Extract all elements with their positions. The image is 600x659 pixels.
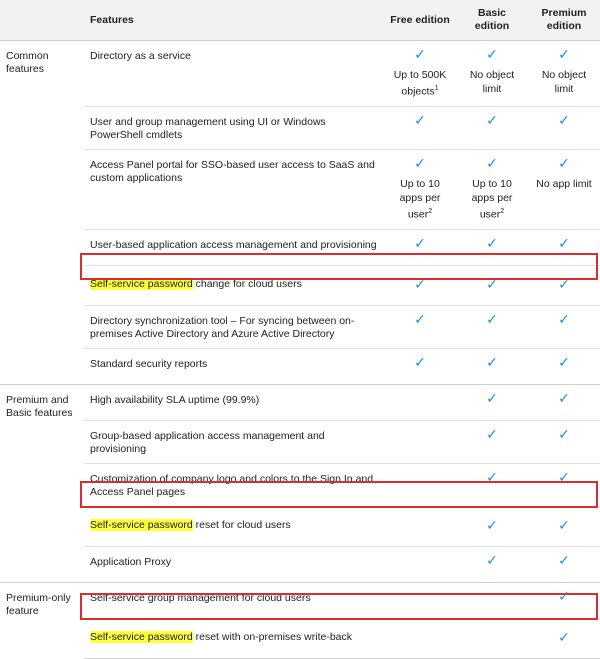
basic-cell: [456, 546, 528, 582]
table-row: [0, 420, 600, 463]
basic-cell: [456, 305, 528, 348]
premium-cell: [528, 41, 600, 107]
group-label-premium-basic: Premium and Basic features: [0, 384, 84, 582]
group-label-common: Common features: [0, 41, 84, 385]
free-cell: [384, 229, 456, 265]
check-icon: ✓: [414, 234, 426, 251]
check-icon: ✓: [414, 112, 426, 128]
free-cell: [384, 150, 456, 230]
free-cell: [384, 618, 456, 658]
check-icon: ✓: [486, 389, 498, 406]
premium-cell: [528, 618, 600, 658]
feature-cell: Access Panel portal for SSO-based user access to SaaS and custom applications: [84, 150, 384, 230]
check-icon: ✓: [486, 551, 498, 568]
check-icon: ✓: [558, 389, 570, 406]
basic-cell: [456, 265, 528, 305]
premium-cell: [528, 582, 600, 618]
feature-cell: Standard security reports: [84, 348, 384, 384]
check-icon: ✓: [486, 234, 498, 251]
check-icon: ✓: [486, 46, 498, 62]
check-icon: ✓: [558, 516, 570, 533]
table-row: [0, 546, 600, 582]
feature-cell: User and group management using UI or Windows PowerShell cmdlets: [84, 107, 384, 150]
table-row: [0, 229, 600, 265]
check-icon: ✓: [558, 275, 570, 292]
feature-cell: Directory synchronization tool – For syncing between on-premises Active Directory and Azure Active Directory: [84, 305, 384, 348]
header-premium-edition: Premium edition: [528, 0, 600, 41]
check-icon: ✓: [414, 46, 426, 62]
check-icon: ✓: [414, 155, 426, 171]
check-icon: ✓: [486, 516, 498, 533]
basic-note-text: Up to 10 apps per user: [471, 178, 513, 221]
table-row: [0, 107, 600, 150]
check-icon: ✓: [558, 353, 570, 370]
premium-cell: [528, 150, 600, 230]
check-icon: ✓: [558, 587, 570, 604]
feature-text: reset with on-premises write-back: [195, 630, 353, 643]
free-cell: [384, 265, 456, 305]
feature-cell: [84, 618, 384, 658]
premium-cell: [528, 107, 600, 150]
feature-cell: [84, 265, 384, 305]
check-icon: ✓: [486, 353, 498, 370]
table-row: [0, 618, 600, 658]
feature-cell: Directory as a service: [84, 41, 384, 107]
feature-cell: High availability SLA uptime (99.9%): [84, 384, 384, 420]
basic-note: No object limit: [469, 69, 515, 95]
check-icon: ✓: [558, 234, 570, 251]
check-icon: ✓: [486, 155, 498, 171]
check-icon: ✓: [558, 310, 570, 327]
highlighted-text: Self-service password: [90, 277, 193, 290]
group-label-premium-only: Premium-only feature: [0, 582, 84, 658]
premium-cell: [528, 384, 600, 420]
free-cell: [384, 506, 456, 546]
header-row: [0, 0, 600, 41]
table-row: [0, 348, 600, 384]
footnote-marker: 2: [500, 208, 505, 215]
free-cell: [384, 384, 456, 420]
feature-text: change for cloud users: [195, 277, 302, 290]
feature-cell: Group-based application access management and provisioning: [84, 420, 384, 463]
premium-cell: [528, 420, 600, 463]
table-row: [0, 41, 600, 107]
free-cell: [384, 41, 456, 107]
check-icon: ✓: [486, 425, 498, 442]
free-cell: [384, 463, 456, 506]
basic-cell: [456, 420, 528, 463]
free-cell: [384, 582, 456, 618]
premium-note: No object limit: [541, 69, 587, 95]
premium-cell: [528, 348, 600, 384]
table-row: [0, 265, 600, 305]
basic-cell: [456, 107, 528, 150]
basic-cell: [456, 384, 528, 420]
basic-note: [462, 177, 522, 222]
basic-cell: [456, 150, 528, 230]
check-icon: ✓: [486, 275, 498, 292]
check-icon: ✓: [486, 468, 498, 485]
feature-text: reset for cloud users: [195, 518, 291, 531]
basic-cell: [456, 506, 528, 546]
check-icon: ✓: [486, 310, 498, 327]
premium-cell: [528, 229, 600, 265]
highlighted-text: Self-service password: [90, 518, 193, 531]
free-note: [390, 177, 450, 222]
feature-cell: Application Proxy: [84, 546, 384, 582]
header-features: Features: [84, 0, 384, 41]
check-icon: ✓: [558, 155, 570, 171]
table-row: [0, 384, 600, 420]
basic-cell: [456, 348, 528, 384]
check-icon: ✓: [414, 310, 426, 327]
check-icon: ✓: [558, 628, 570, 645]
basic-cell: [456, 582, 528, 618]
premium-note: No app limit: [536, 178, 592, 190]
check-icon: ✓: [414, 275, 426, 292]
footnote-marker: 1: [434, 85, 439, 92]
check-icon: ✓: [558, 425, 570, 442]
free-cell: [384, 107, 456, 150]
premium-cell: [528, 463, 600, 506]
header-free-edition: Free edition: [384, 0, 456, 41]
premium-cell: [528, 305, 600, 348]
feature-cell: Self-service group management for cloud users: [84, 582, 384, 618]
feature-cell: User-based application access management and provisioning: [84, 229, 384, 265]
premium-cell: [528, 506, 600, 546]
basic-cell: [456, 229, 528, 265]
check-icon: ✓: [558, 46, 570, 62]
highlighted-text: Self-service password: [90, 630, 193, 643]
free-note-text: Up to 10 apps per user: [399, 178, 441, 221]
basic-cell: [456, 41, 528, 107]
free-note: [390, 68, 450, 99]
check-icon: ✓: [558, 468, 570, 485]
basic-cell: [456, 618, 528, 658]
free-note-text: Up to 500K objects: [393, 69, 447, 98]
feature-cell: [84, 506, 384, 546]
header-basic-edition: Basic edition: [456, 0, 528, 41]
footnote-marker: 2: [428, 208, 433, 215]
table-row: [0, 506, 600, 546]
free-cell: [384, 546, 456, 582]
feature-cell: Customization of company logo and colors to the Sign In and Access Panel pages: [84, 463, 384, 506]
premium-cell: [528, 546, 600, 582]
free-cell: [384, 420, 456, 463]
check-icon: ✓: [558, 112, 570, 128]
free-cell: [384, 305, 456, 348]
table-row: [0, 305, 600, 348]
free-cell: [384, 348, 456, 384]
check-icon: ✓: [486, 112, 498, 128]
table-row: [0, 582, 600, 618]
check-icon: ✓: [414, 353, 426, 370]
check-icon: ✓: [558, 551, 570, 568]
premium-cell: [528, 265, 600, 305]
basic-cell: [456, 463, 528, 506]
table-row: [0, 150, 600, 230]
header-group: [0, 0, 84, 41]
table-row: [0, 463, 600, 506]
